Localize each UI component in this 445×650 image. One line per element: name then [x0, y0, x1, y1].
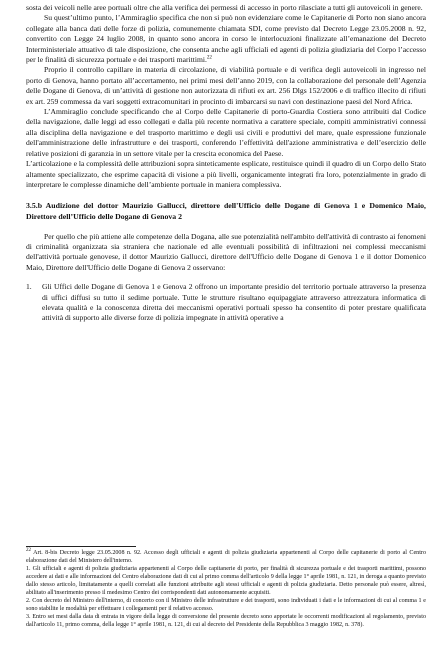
body-paragraph: [26, 107, 426, 159]
body-paragraph: [26, 65, 426, 107]
footnote-text: 1. Gli ufficiali e agenti di polizia giudiziaria appartenenti al Corpo delle capitanerie di porto, per finalità di sicurezza portuale e dei trasporti marittimi, possono accedere ai dati e alle informazioni del Centro elaborazione dati di cui al primo comma dell'articolo 9 della legge 1° aprile 1981, n. 121, in deroga a quanto previsto dallo stesso articolo, limitatamente a quelli correlati alle funzioni attribuite agli stessi ufficiali e agenti di polizia giudiziaria. Detto personale può essere, altresì, abilitato all'inserimento presso il medesimo Centro dei corrispondenti dati autonomamente acquisiti.: [26, 566, 426, 597]
footnotes: [26, 546, 426, 629]
footnote-text: 2. Con decreto del Ministro dell'interno, di concerto con il Ministro delle infrastrutture e dei trasporti, sono individuati i dati e le informazioni di cui al comma 1 e sono stabilite le modalità per effettuare i collegamenti per il relativo accesso.: [26, 598, 426, 613]
numbered-list: [26, 282, 426, 324]
paragraph-text: L’articolazione e la complessità delle attribuzioni sopra sinteticamente esplicate, restituisce quindi il quadro di un Corpo dello Stato altamente specializzato, che esprime capacità di visione a più livelli, organicamente integrati fra loro, potenzialmente in grado di interpretare le complesse dinamiche dell’ambiente portuale in maniera complessiva.: [26, 159, 426, 189]
paragraph-text: L’Ammiraglio conclude specificando che al Corpo delle Capitanerie di porto-Guardia Costiera sono attribuiti dal Codice della navigazione, dalle leggi ad esso collegati e dalla più recente normativa a carattere speciale, compiti amministrativi connessi alla disciplina della navigazione e del trasporto marittimo e degli usi civili e produttivi del mare, quale espressione funzionale dell'amministrazione delle infrastrutture e dei trasporti, conferendo l’effettività dell'azione amministrativa e dell’esercizio delle relative posizioni di garanzia in un settore vitale per la crescita economica del Paese.: [26, 107, 426, 158]
footnote-list: [26, 549, 426, 629]
body-paragraph: [26, 159, 426, 190]
footnote: [26, 549, 426, 565]
footnote: [26, 597, 426, 613]
footnote-text: Art. 8-bis Decreto legge 23.05.2008 n. 92. Accesso degli ufficiali e agenti di polizia giudiziaria appartenenti al Corpo delle capitanerie di porto al Centro elaborazione dati del Ministero dell'interno.: [26, 550, 426, 565]
body-paragraph: [26, 3, 426, 13]
paragraph-text: Su quest’ultimo punto, l’Ammiraglio specifica che non si può non evidenziare come le Capitanerie di Porto non siano ancora collegate alla banca dati delle forze di polizia, comunemente chiamata SDI, come previsto dal Decreto Legge 23.05.2008 n. 92, convertito con Legge 24 luglio 2008, in quanto sono ancora in corso le interlocuzioni finalizzate all’emanazione del Decreto Interministeriale attuativo di tale disposizione, che consenta anche agli ufficiali ed agenti di polizia giudiziaria del Corpo l’accesso per le finalità di sicurezza portuale e dei trasporti marittimi.: [26, 13, 426, 65]
footnote: [26, 613, 426, 629]
paragraph-text: Proprio il controllo capillare in materia di circolazione, di viabilità portuale e di verifica degli autoveicoli in ingresso nel porto di Genova, hanno portato all’accertamento, nei primi mesi dell’anno 2019, con la collaborazione del personale dell’Agenzia delle Dogane di Genova, di un’attività di gestione non autorizzata di rifiuti ex art. 256 Dlgs 152/2006 e di traffico illecito di rifiuti ex art. 259 commessa da vari soggetti extracomunitari in procinto di imbarcarsi su navi con destinazione paesi del Nord Africa.: [26, 65, 426, 106]
section-heading: 3.5.b Audizione del dottor Maurizio Gallucci, direttore dell'Ufficio delle Dogane di Genova 1 e Domenico Maio, Direttore dell’Ufficio delle Dogane di Genova 2: [26, 201, 426, 221]
list-item-text: Gli Uffici delle Dogane di Genova 1 e Genova 2 offrono un importante presidio del territorio portuale attraverso la presenza di uffici diffusi su tutto il sedime portuale. Tutte le strutture risultano equipaggiate attraverso attrezzatura informatica di elevata qualità e la conoscenza diretta dei meccanismi operativi portuali spesso ha consentito di poter prestare qualificata attività di supporto alle diverse forze di polizia impegnate in attività operative a: [42, 282, 426, 323]
footnote-divider: [26, 546, 136, 547]
list-item-number: 1.: [26, 282, 32, 292]
footnote: [26, 565, 426, 597]
intro-paragraph: Per quello che più attiene alle competenze della Dogana, alle sue potenzialità nell'ambito dell'attività di contrasto ai fenomeni di criminalità organizzata sia straniera che nazionale ed alle eventuali possibilità di infiltrazioni nei complessi meccanismi dell'attività portuale genovese, il dottor Maurizio Gallucci, direttore dell'Ufficio delle Dogane di Genova 1 e il dottor Domenico Maio, Direttore dell'Ufficio delle Dogane di Genova 2 osservano:: [26, 231, 426, 272]
body-paragraph: [26, 13, 426, 65]
paragraph-text: sosta dei veicoli nelle aree portuali oltre che alla verifica dei permessi di accesso in porto rilasciate a tutti gli autoveicoli in genere.: [26, 3, 423, 12]
footnote-reference[interactable]: 22: [206, 55, 212, 61]
list-item: [26, 282, 426, 324]
footnote-number: 22: [26, 547, 31, 553]
body-text: [26, 3, 426, 190]
footnote-text: 3. Entro sei mesi dalla data di entrata in vigore della legge di conversione del presente decreto sono apportate le occorrenti modificazioni al regolamento, previsto dall'articolo 11, primo comma, della legge 1° aprile 1981, n. 121, di cui al decreto del Presidente della Repubblica 3 maggio 1982, n. 378).: [26, 614, 426, 629]
